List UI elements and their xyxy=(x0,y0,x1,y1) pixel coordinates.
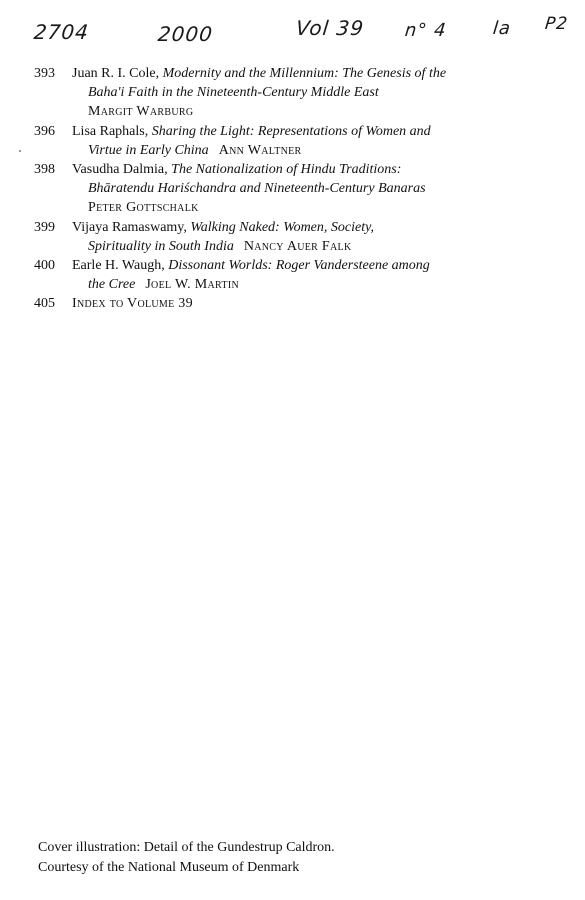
cover-credit xyxy=(38,838,335,877)
page-number: 399 xyxy=(34,219,55,235)
reviewer-name: Nancy Auer Falk xyxy=(243,238,352,254)
page-number: 400 xyxy=(34,258,55,274)
toc-entry xyxy=(34,218,554,256)
entry-first-line xyxy=(72,256,554,275)
author-name: Vasudha Dalmia, xyxy=(72,162,168,178)
handwritten-text: n° 4 xyxy=(403,20,448,41)
page-number: 398 xyxy=(34,162,55,178)
entry-first-line xyxy=(72,218,554,237)
author-name: Lisa Raphals, xyxy=(72,123,149,139)
cover-credit-line: Cover illustration: Detail of the Gundestrup Caldron. xyxy=(38,840,335,855)
reviewer-name: Joel W. Martin xyxy=(145,277,239,293)
book-title-continued: Spirituality in South India xyxy=(88,238,234,254)
toc-entry xyxy=(34,64,554,122)
reviewer-name: Margit Warburg xyxy=(88,104,194,120)
toc-entry xyxy=(34,122,554,160)
page-number: 396 xyxy=(34,123,55,139)
entry-last-line xyxy=(72,275,554,294)
book-title-continued: Baha'i Faith in the Nineteenth-Century Middle East xyxy=(88,85,379,101)
toc-entry xyxy=(34,256,554,294)
entry-last-line xyxy=(72,141,554,160)
handwritten-text: 2000 xyxy=(156,22,215,46)
entry-first-line xyxy=(72,122,554,141)
book-title: Modernity and the Millennium: The Genesis of the xyxy=(162,66,447,81)
book-title-continued: Bhāratendu Hariśchandra and Nineteenth-Century Banaras xyxy=(88,181,426,197)
book-title: Walking Naked: Women, Society, xyxy=(190,219,375,235)
scan-speck xyxy=(19,150,21,152)
book-title-continued: Virtue in Early China xyxy=(88,142,209,158)
reviewer-name: Peter Gottschalk xyxy=(88,200,199,216)
toc-entry-index xyxy=(34,294,554,313)
table-of-contents xyxy=(34,64,554,314)
index-label: Index to Volume 39 xyxy=(72,296,193,312)
toc-entry xyxy=(34,160,554,218)
handwritten-text: 2704 xyxy=(32,20,91,44)
entry-first-line xyxy=(72,160,554,179)
page-number: 405 xyxy=(34,296,55,312)
book-title: The Nationalization of Hindu Traditions: xyxy=(171,162,402,178)
handwritten-text: la xyxy=(491,18,513,39)
entry-last-line xyxy=(72,237,554,256)
reviewer-name: Ann Waltner xyxy=(218,142,302,158)
author-name: Vijaya Ramaswamy, xyxy=(72,219,187,235)
entry-first-line xyxy=(72,64,554,83)
handwritten-text: Vol 39 xyxy=(294,16,366,40)
page-number: 393 xyxy=(34,66,55,81)
book-title: Dissonant Worlds: Roger Vandersteene among xyxy=(168,258,430,274)
handwritten-text: P2 xyxy=(543,14,570,34)
handwritten-note xyxy=(0,14,585,48)
book-title-continued: the Cree xyxy=(88,277,136,293)
author-name: Juan R. I. Cole, xyxy=(72,66,160,81)
cover-credit-line: Courtesy of the National Museum of Denmark xyxy=(38,859,300,875)
author-name: Earle H. Waugh, xyxy=(72,258,165,274)
book-title: Sharing the Light: Representations of Women and xyxy=(151,123,431,139)
